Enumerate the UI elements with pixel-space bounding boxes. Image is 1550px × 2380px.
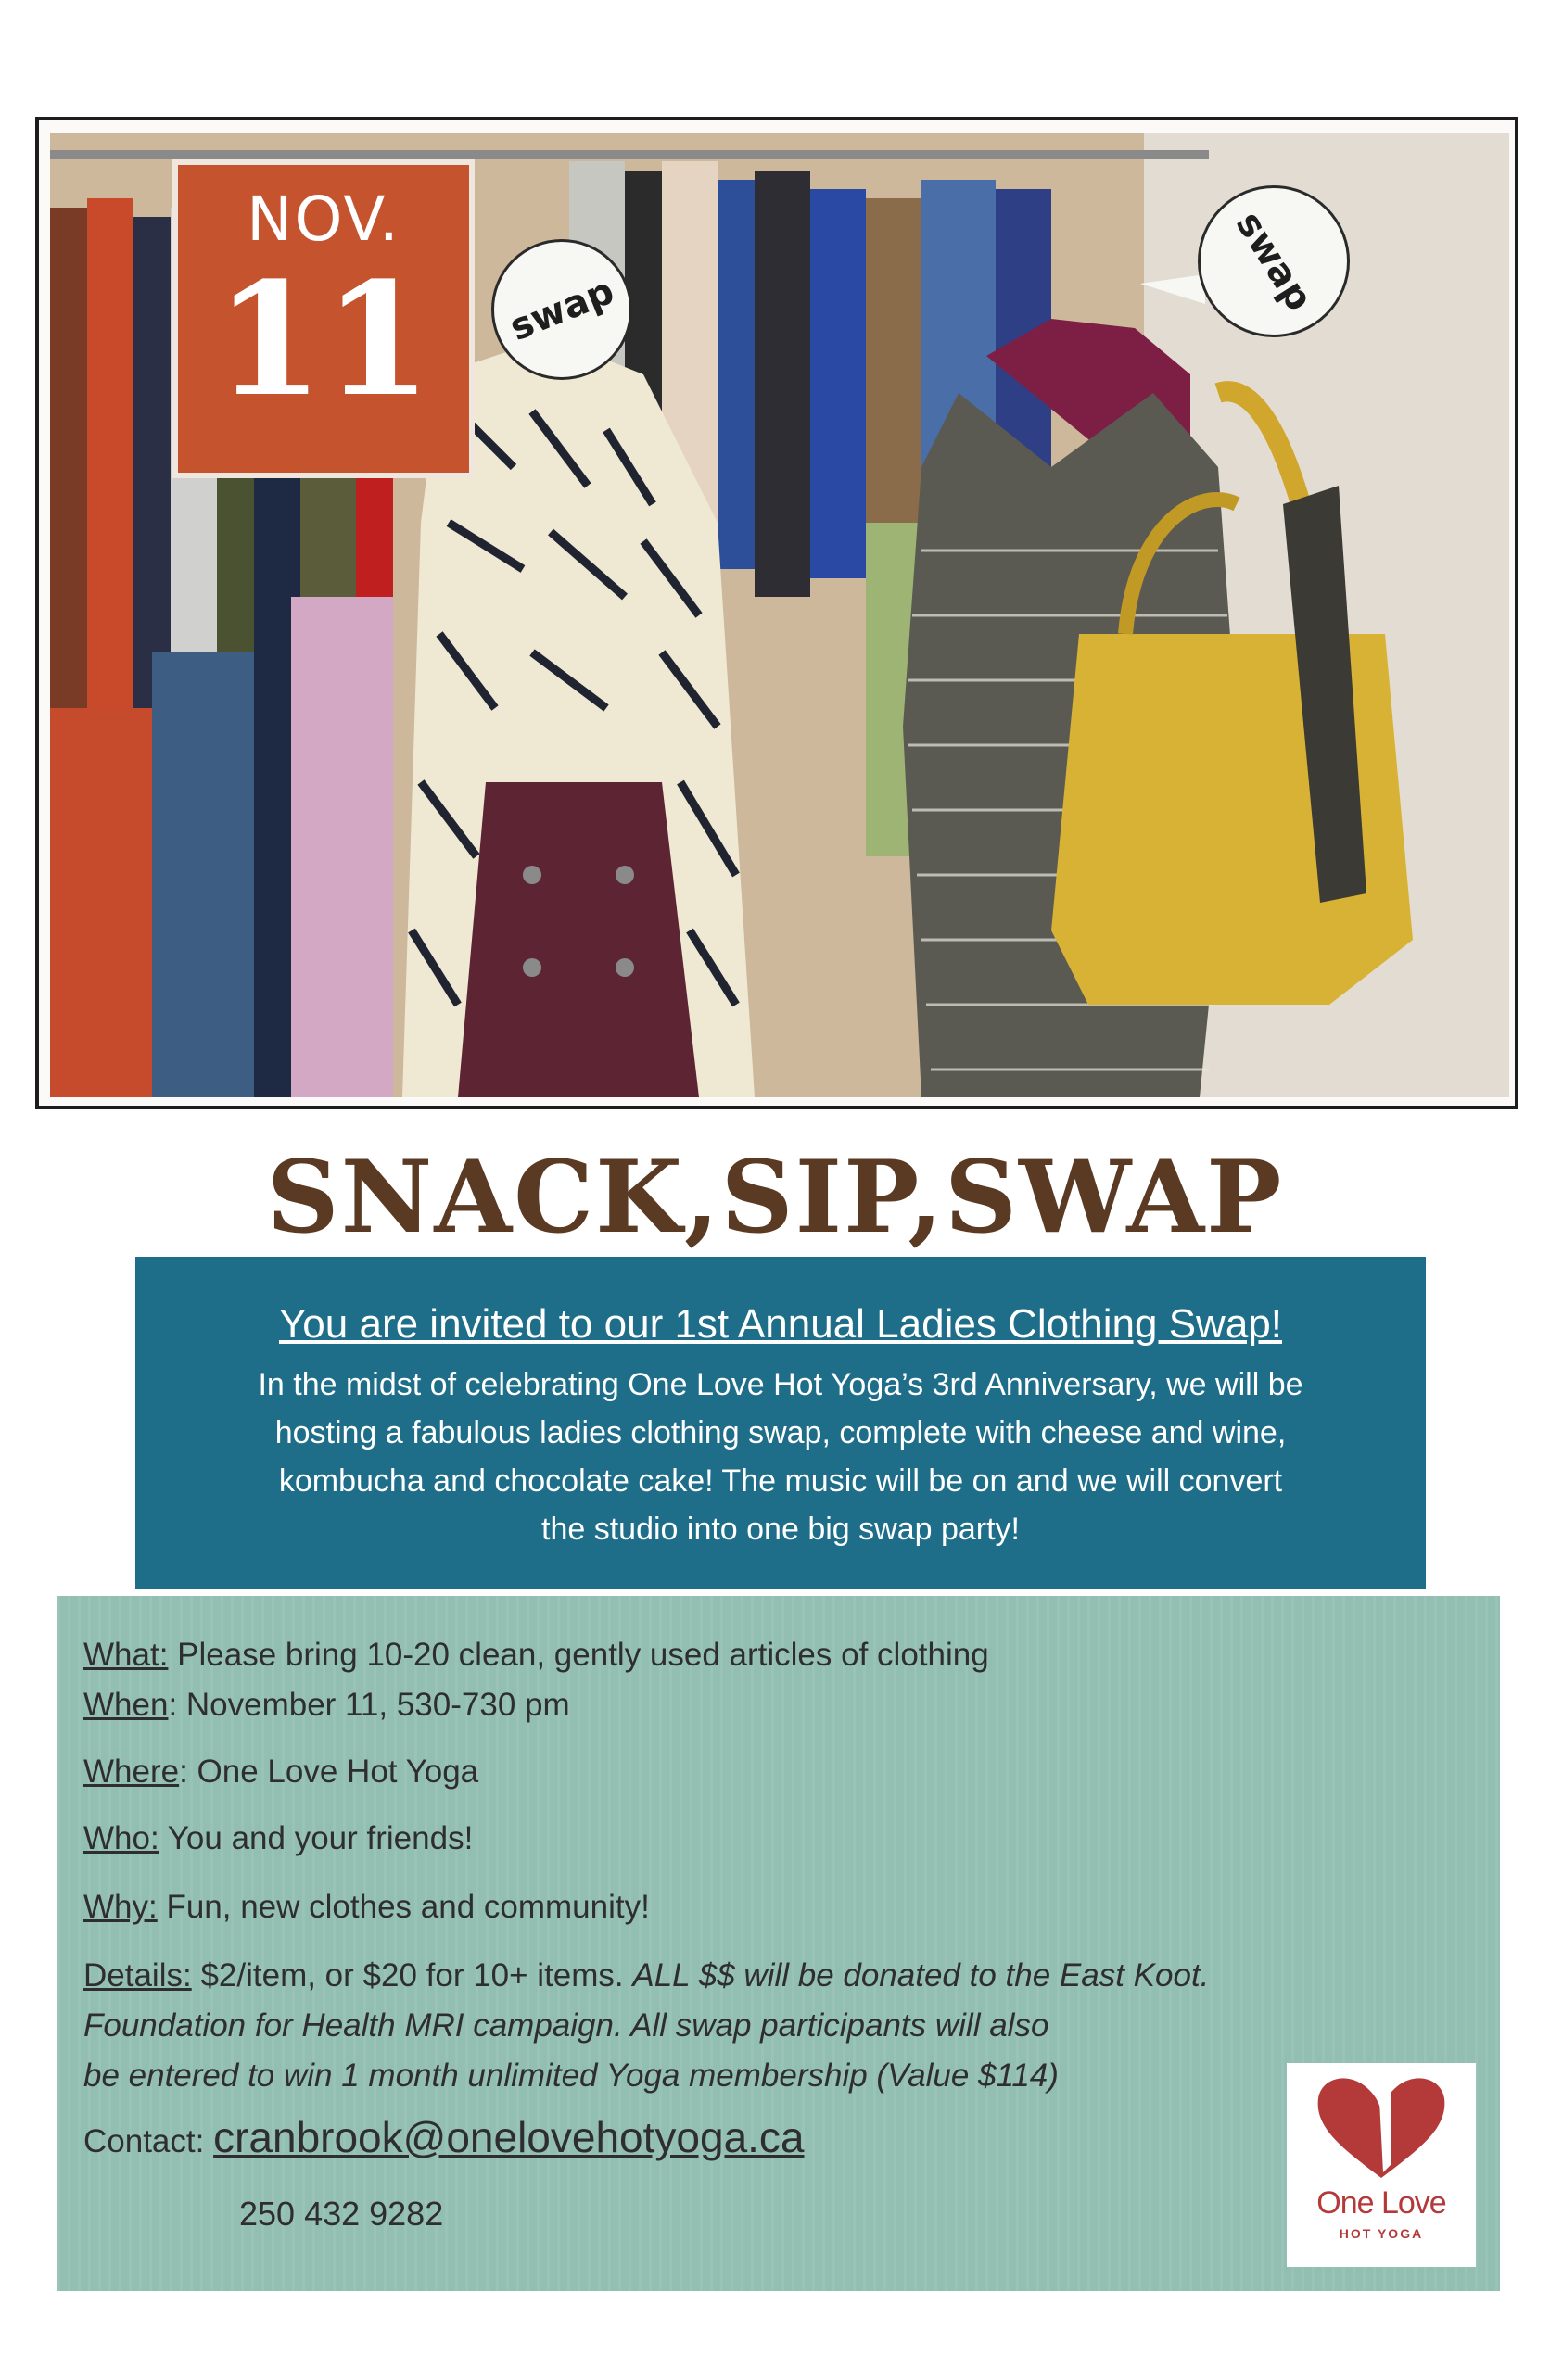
- invite-box: [135, 1257, 1426, 1589]
- invite-line: hosting a fabulous ladies clothing swap, complete with cheese and wine,: [274, 1415, 1287, 1450]
- logo-text-sub: HOT YOGA: [1339, 2226, 1424, 2241]
- swap-bubble-right-text: swap: [1226, 204, 1321, 319]
- one-love-logo: [1287, 2063, 1476, 2267]
- details-label: Details:: [83, 1957, 192, 1994]
- headline: SNACK,SIP,SWAP: [266, 1139, 1284, 1256]
- swap-bubble-left: [491, 239, 632, 380]
- swap-bubble-left-text: swap: [503, 269, 620, 350]
- why-label: Why:: [83, 1889, 158, 1925]
- invite-line: the studio into one big swap party!: [541, 1512, 1020, 1547]
- swap-bubble-right: [1198, 185, 1350, 337]
- invite-line: kombucha and chocolate cake! The music will be on and we will convert: [278, 1463, 1283, 1499]
- invite-line: In the midst of celebrating One Love Hot Yoga’s 3rd Anniversary, we will be: [258, 1367, 1303, 1402]
- heart-icon: [1287, 2063, 1476, 2184]
- details-italic-3: be entered to win 1 month unlimited Yoga membership (Value $114): [83, 2057, 1059, 2094]
- why-row: [83, 1887, 650, 1928]
- when-label: When: [83, 1687, 169, 1723]
- invite-body: [172, 1361, 1389, 1553]
- details-italic-1: ALL $$ will be donated to the East Koot.: [632, 1957, 1210, 1994]
- contact-email-link[interactable]: cranbrook@onelovehotyoga.ca: [213, 2113, 805, 2161]
- details-box: [57, 1596, 1500, 2291]
- where-text: : One Love Hot Yoga: [179, 1753, 479, 1790]
- details-row: [83, 1956, 1209, 1996]
- logo-text-main: One Love: [1316, 2185, 1446, 2221]
- who-row: [83, 1818, 473, 1859]
- why-text: Fun, new clothes and community!: [157, 1889, 650, 1925]
- who-label: Who:: [83, 1820, 159, 1856]
- where-row: [83, 1752, 478, 1792]
- what-text: Please bring 10-20 clean, gently used articles of clothing: [168, 1637, 989, 1673]
- what-row: [83, 1635, 989, 1676]
- where-label: Where: [83, 1753, 180, 1790]
- date-day: 11: [215, 247, 432, 431]
- when-text: : November 11, 530-730 pm: [168, 1687, 570, 1723]
- who-text: You and your friends!: [159, 1820, 474, 1856]
- details-italic-2: Foundation for Health MRI campaign. All swap participants will also: [83, 2007, 1049, 2044]
- details-text: $2/item, or $20 for 10+ items.: [191, 1957, 633, 1994]
- invite-title: You are invited to our 1st Annual Ladies Clothing Swap!: [279, 1301, 1282, 1347]
- what-label: What:: [83, 1637, 169, 1673]
- contact-label: Contact:: [83, 2123, 214, 2159]
- date-month: NOV.: [247, 184, 400, 255]
- bubble-tail-right: [1140, 274, 1205, 304]
- contact-phone: 250 432 9282: [239, 2195, 444, 2233]
- when-row: [83, 1685, 570, 1726]
- date-tag: [172, 159, 475, 478]
- contact-row: [83, 2113, 805, 2162]
